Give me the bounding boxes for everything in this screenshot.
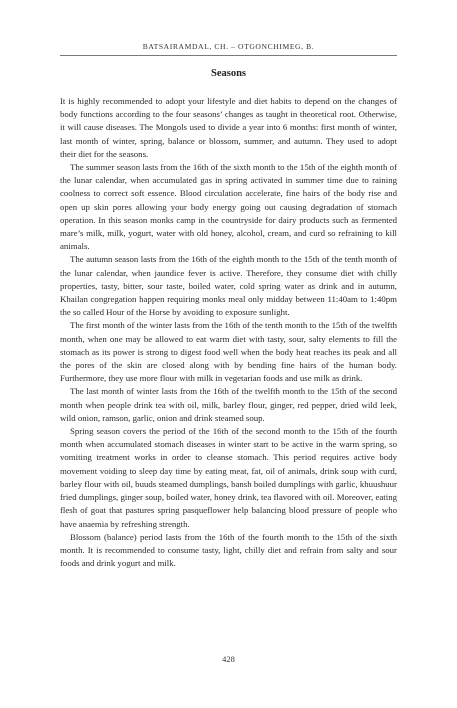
paragraph-first-winter: The first month of the winter lasts from the 16th of the tenth month to the 15th of the twelfth month, when one may be allowed to eat warm diet with tasty, sour, salty elements to fill the stomach as its power is strong to digest food well when the body heat reaches its peak and all the pores of the skin are closed along with by bending fine hairs of the human body. Furthermore, they use more flour with milk in vegetarian foods and use milk as drink. (60, 320, 397, 384)
paragraph-summer: The summer season lasts from the 16th of the sixth month to the 15th of the eighth month of the lunar calendar, when accumulated gas in spring activated in summer time due to raining coolness to correct soft essence. Blood circulation accelerate, fine hairs of the body rise and open up skin pores allowing your body energy going out causing degradation of stomach operation. In this season monks camp in the countryside for dairy products such as fermented mare’s milk, milk, yogurt, water with old honey, alcohol, cream, and curd so refraining to kill animals. (60, 162, 397, 252)
section-title: Seasons (210, 68, 246, 79)
paragraph-autumn: The autumn season lasts from the 16th of the eighth month to the 15th of the tenth month of the lunar calendar, when jaundice fever is active. Therefore, they consume diet with chilly properties, tasty, bitter, sour taste, boiled water, cold spring water as drink and in autumn, Khailan congregation happen requiring monks meal only midday between 11:40am to 1:40pm the so called Hour of the Horse by avoiding to exposure sunlight. (60, 254, 397, 318)
page-number: 428 (222, 654, 235, 664)
body-text (60, 95, 397, 570)
paragraph-intro: It is highly recommended to adopt your lifestyle and diet habits to depend on the changes of body functions according to the four seasons’ changes as taught in theoretical root. Otherwise, it will cause diseases. The Mongols used to divide a year into 6 months: first month of winter, last month of winter, spring, balance or blossom, summer, and autumn. They used to adopt their diet for the seasons. (60, 96, 397, 159)
paragraph-spring: Spring season covers the period of the 16th of the second month to the 15th of the fourth month when accumulated stomach diseases in winter start to be active in the warm spring, so vomiting treatment works in order to cleanse stomach. This period requires active body movement voiding to sleep day time by eating meat, fat, oil of animals, drink soup with curd, barley flour with oil, buuds steamed dumplings, bansh boiled dumplings with garlic, khuushuur fried dumplings, ginger soup, boiled water, honey drink, tea flavored with oil. Moreover, eating flesh of goat that pastures spring pasqueflower help balancing blood pressure of people who have anaemia by refreshing strength. (60, 426, 397, 529)
header-rule (60, 55, 397, 56)
paragraph-blossom: Blossom (balance) period lasts from the 16th of the fourth month to the 15th of the sixth month. It is recommended to consume tasty, light, chilly diet and refrain from salty and sour foods and drink yogurt and milk. (60, 531, 397, 569)
running-head: BATSAIRAMDAL, CH. – OTGONCHIMEG, B. (142, 42, 315, 51)
paragraph-last-winter: The last month of winter lasts from the 16th of the twelfth month to the 15th of the second month when people drink tea with oil, milk, barley flour, ginger, red pepper, dried wild leek, wild onion, ramson, garlic, onion and drink steamed soup. (60, 386, 397, 423)
